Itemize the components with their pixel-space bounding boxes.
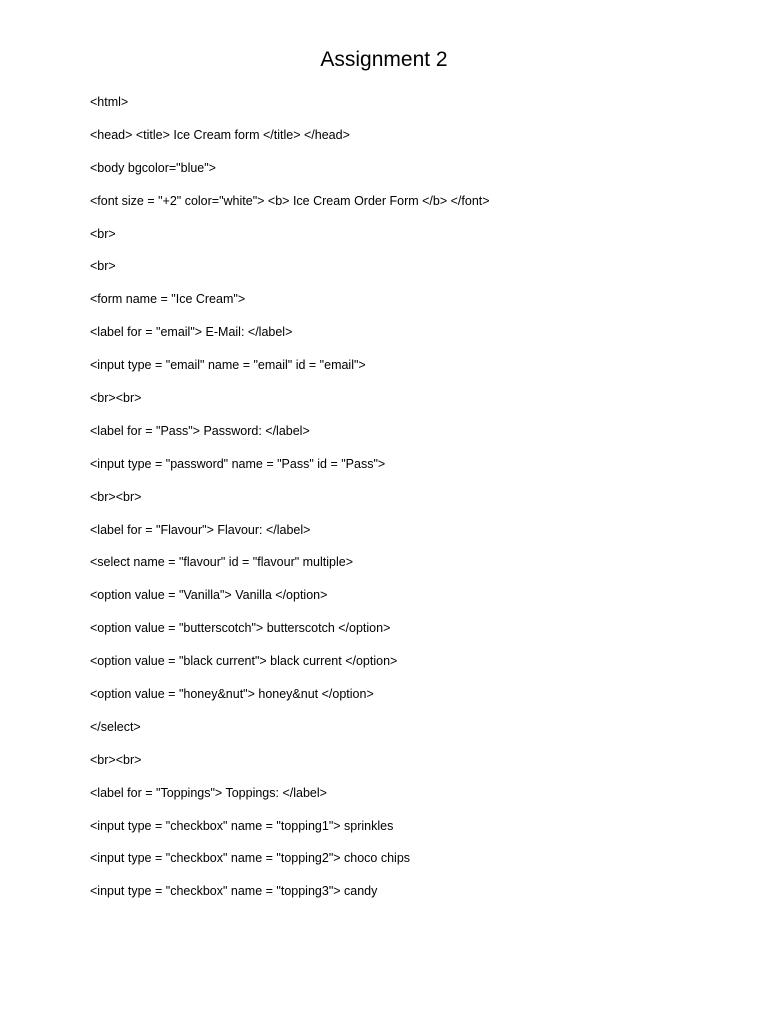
code-line: <input type = "password" name = "Pass" id = "Pass">	[90, 456, 386, 471]
code-line: <br><br>	[90, 489, 142, 504]
code-line: <option value = "honey&nut"> honey&nut </option>	[90, 687, 374, 702]
code-line: <font size = "+2" color="white"> <b> Ice Cream Order Form </b> </font>	[90, 193, 490, 208]
code-line: <label for = "Flavour"> Flavour: </label>	[90, 522, 311, 537]
code-line: <form name = "Ice Cream">	[90, 292, 246, 307]
code-line: <label for = "Toppings"> Toppings: </label>	[90, 785, 327, 800]
code-line: <input type = "checkbox" name = "topping2"> choco chips	[90, 851, 411, 866]
code-line: </select>	[90, 719, 141, 734]
code-line: <input type = "email" name = "email" id = "email">	[90, 358, 366, 373]
code-line: <label for = "email"> E-Mail: </label>	[90, 325, 293, 340]
code-line: <head> <title> Ice Cream form </title> </head>	[90, 127, 350, 142]
code-line: <br><br>	[90, 752, 142, 767]
code-line: <option value = "black current"> black current </option>	[90, 654, 398, 669]
code-line: <br>	[90, 259, 116, 274]
code-line: <option value = "butterscotch"> butterscotch </option>	[90, 621, 391, 636]
code-line: <html>	[90, 95, 129, 109]
code-line: <input type = "checkbox" name = "topping3"> candy	[90, 884, 378, 899]
code-line: <label for = "Pass"> Password: </label>	[90, 423, 310, 438]
document-title: Assignment 2	[320, 48, 448, 71]
code-line: <body bgcolor="blue">	[90, 160, 216, 175]
code-listing	[90, 93, 730, 915]
code-line: <option value = "Vanilla"> Vanilla </option>	[90, 588, 328, 603]
code-line: <select name = "flavour" id = "flavour" multiple>	[90, 555, 354, 570]
code-line: <br>	[90, 226, 116, 241]
code-line: <br><br>	[90, 391, 142, 406]
code-line: <input type = "checkbox" name = "topping1"> sprinkles	[90, 818, 394, 833]
